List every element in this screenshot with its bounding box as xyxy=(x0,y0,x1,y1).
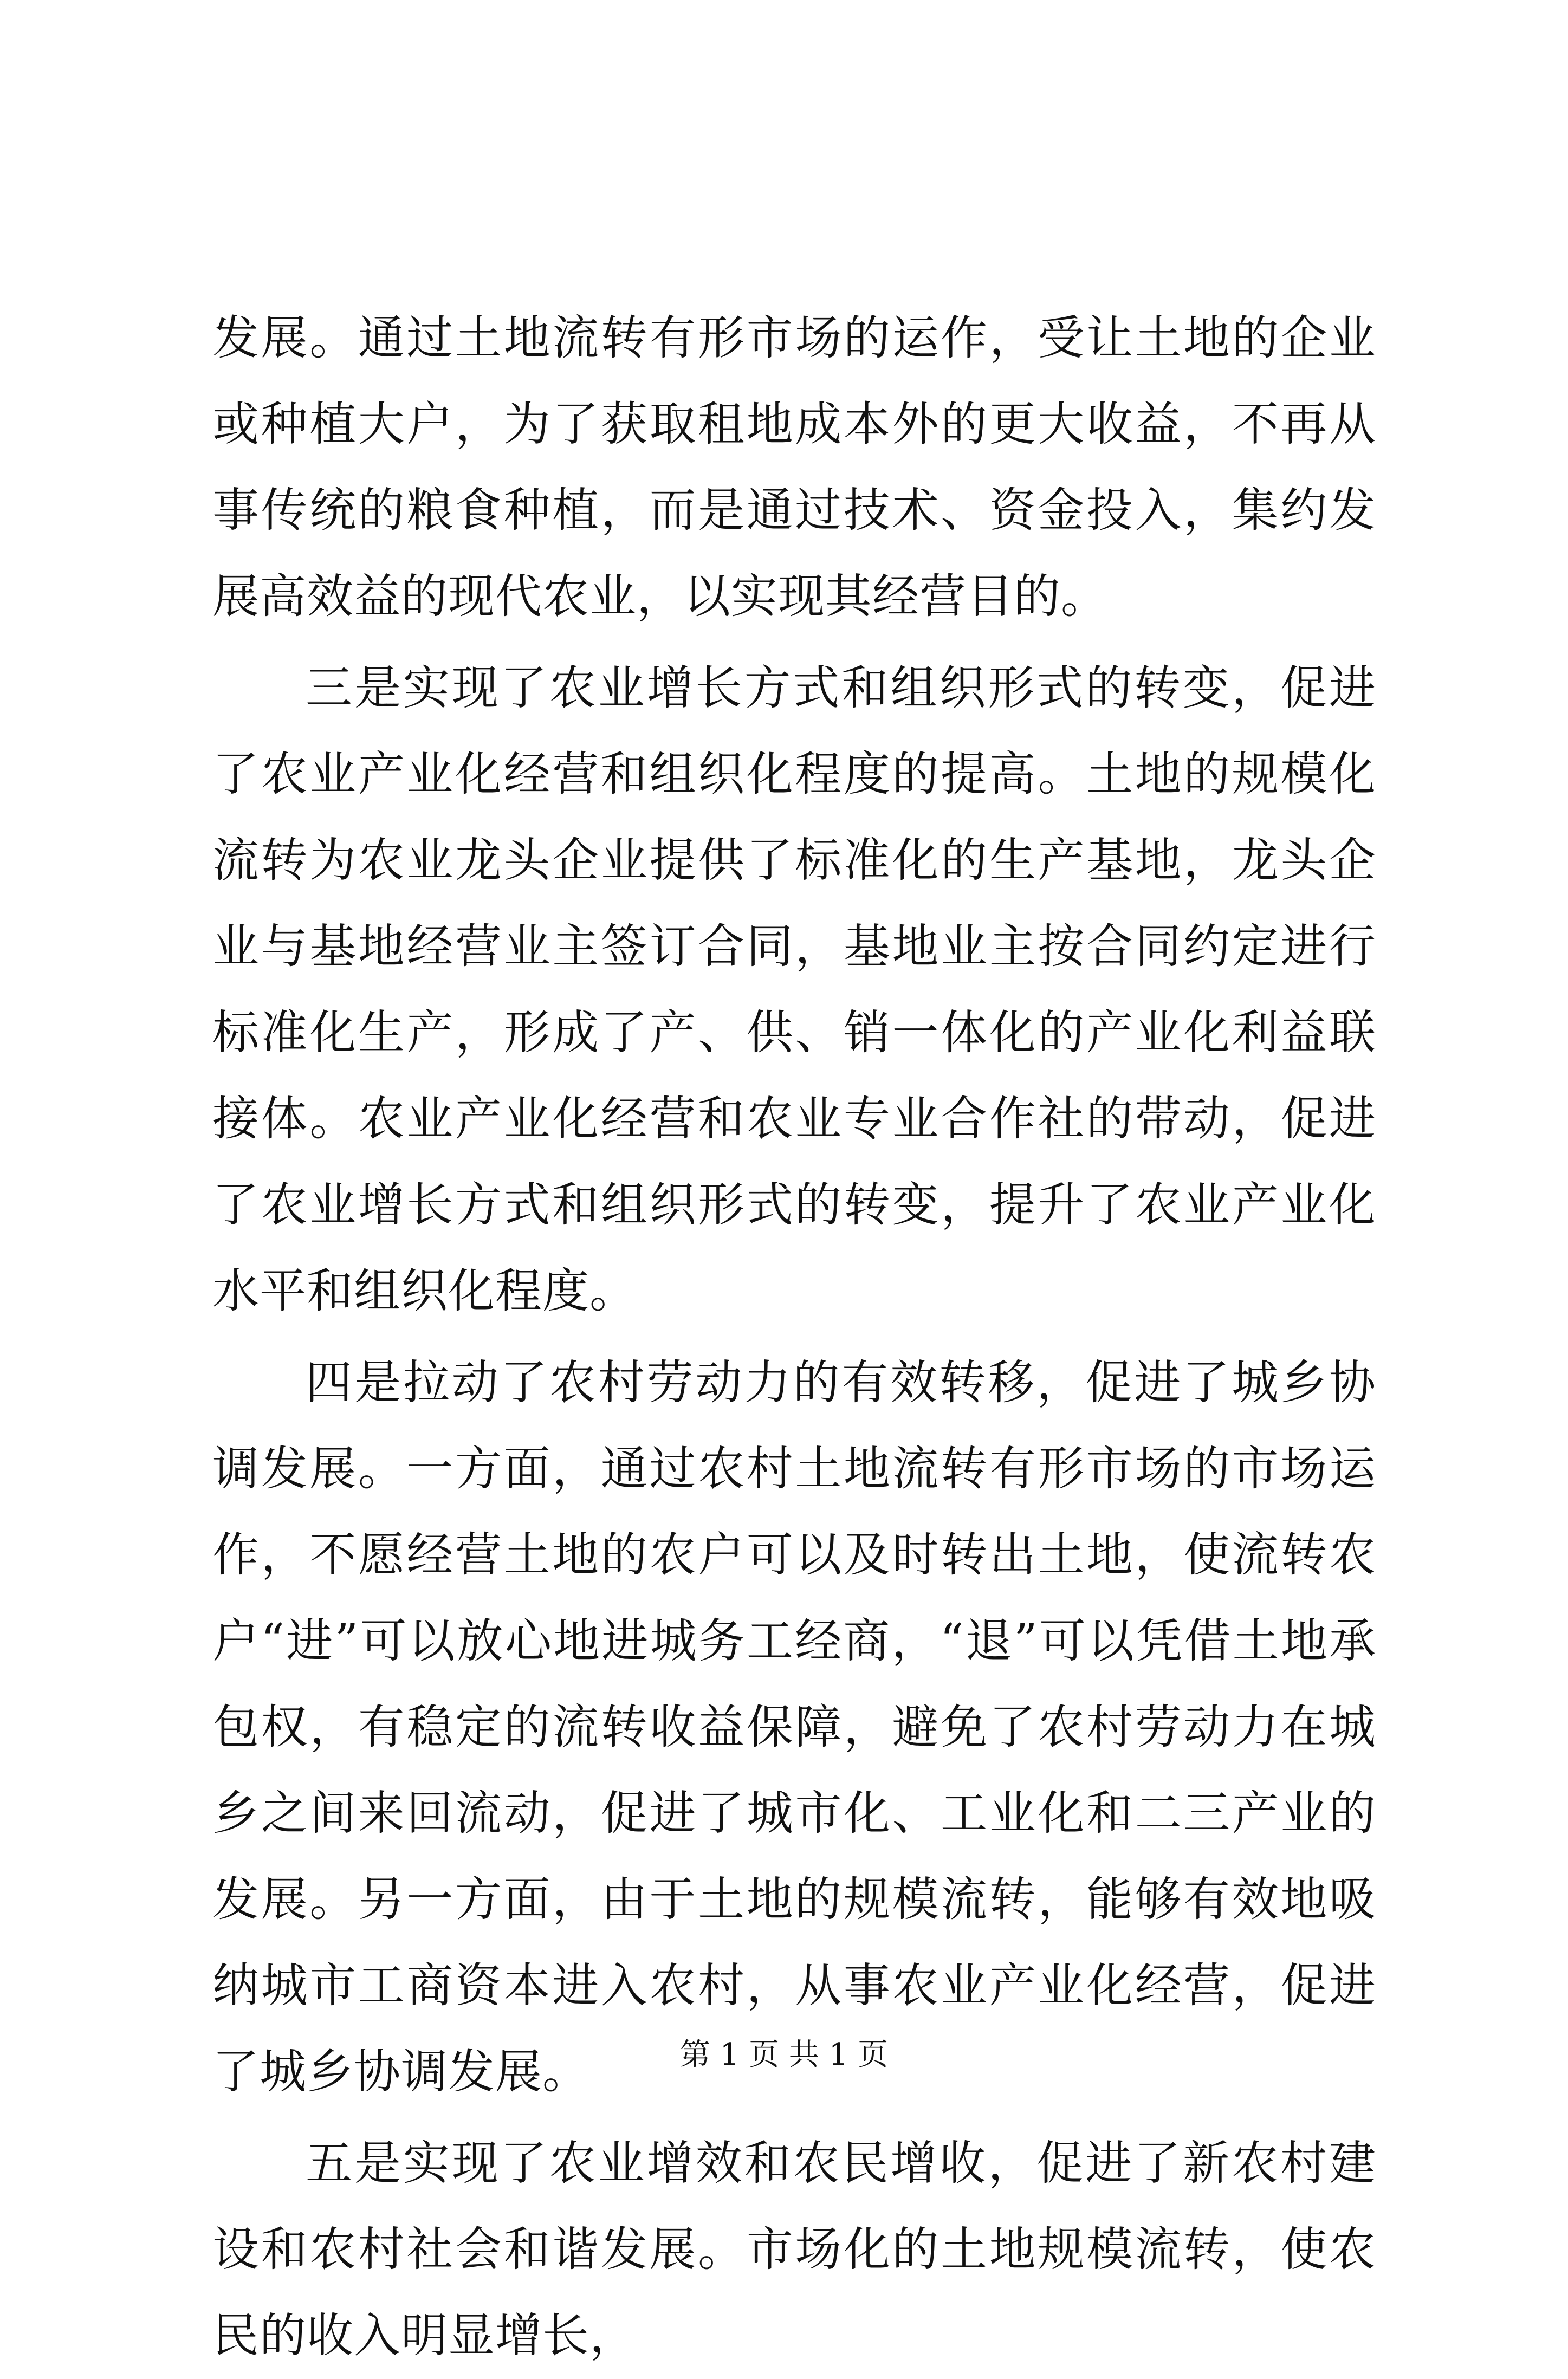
paragraph-2: 三是实现了农业增长方式和组织形式的转变，促进了农业产业化经营和组织化程度的提高。土地的规模化流转为农业龙头企业提供了标准化的生产基地，龙头企业与基地经营业主签订合同，基地业主按合同约定进行标准化生产，形成了产、供、销一体化的产业化利益联接体。农业产业化经营和农业专业合作社的带动，促进了农业增长方式和组织形式的转变，提升了农业产业化水平和组织化程度。 xyxy=(212,661,1376,1318)
page-number-footer: 第 1 页 共 1 页 xyxy=(679,2037,889,2072)
paragraph-3: 四是拉动了农村劳动力的有效转移，促进了城乡协调发展。一方面，通过农村土地流转有形市场的市场运作，不愿经营土地的农户可以及时转出土地，使流转农户“进”可以放心地进城务工经商，“退”可以凭借土地承包权，有稳定的流转收益保障，避免了农村劳动力在城乡之间来回流动，促进了城市化、工业化和二三产业的发展。另一方面，由于土地的规模流转，能够有效地吸纳城市工商资本进入农村，从事农业产业化经营，促进了城乡协调发展。 xyxy=(212,1356,1376,2099)
paragraph-4: 五是实现了农业增效和农民增收，促进了新农村建设和农村社会和谐发展。市场化的土地规模流转，使农民的收入明显增长， xyxy=(212,2136,1376,2363)
paragraph-1: 发展。通过土地流转有形市场的运作，受让土地的企业或种植大户，为了获取租地成本外的更大收益，不再从事传统的粮食种植，而是通过技术、资金投入，集约发展高效益的现代农业，以实现其经营目的。 xyxy=(212,311,1376,624)
